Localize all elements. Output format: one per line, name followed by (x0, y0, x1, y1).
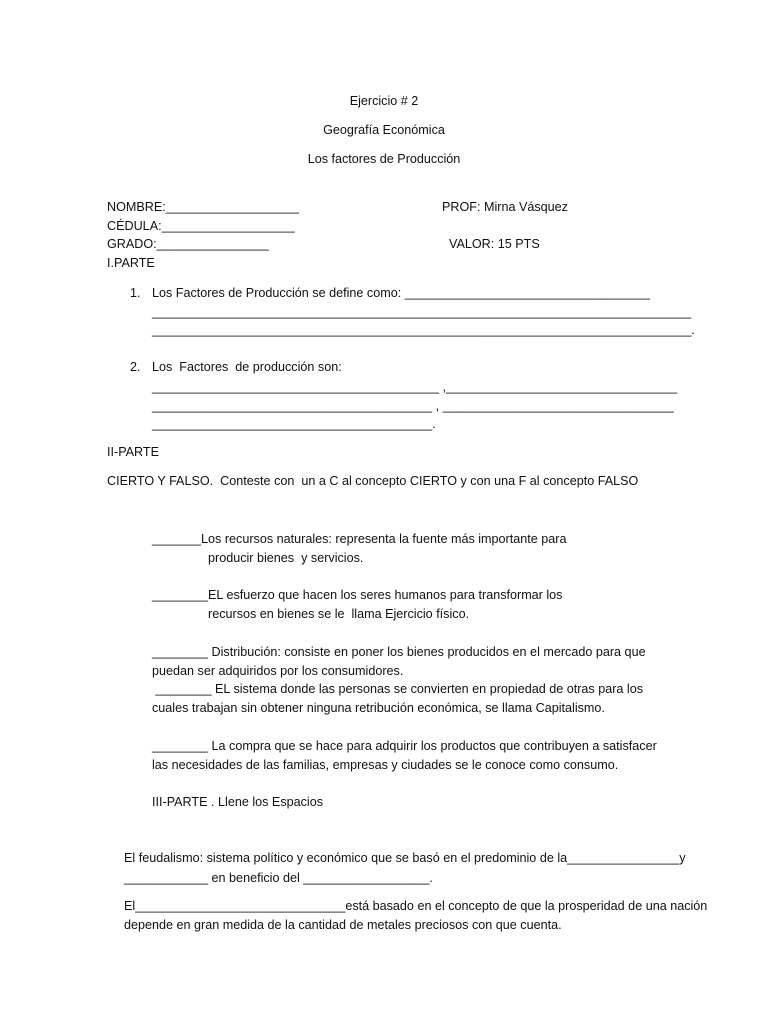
true-false-item-cont: producir bienes y servicios. (208, 551, 364, 565)
fill-blank-paragraph-cont: depende en gran medida de la cantidad de metales preciosos con que cuenta. (124, 918, 562, 932)
q2-answer-line[interactable]: _________________________________________ ,_________________________________ (152, 380, 678, 394)
fill-blank-paragraph[interactable]: El______________________________está basado en el concepto de que la prosperidad de una nación (124, 899, 708, 913)
true-false-item[interactable]: ________EL esfuerzo que hacen los seres humanos para transformar los (152, 588, 563, 602)
true-false-item[interactable]: ________ La compra que se hace para adquirir los productos que contribuyen a satisfacer (152, 739, 657, 753)
part1-title: I.PARTE (107, 256, 155, 270)
true-false-item-cont: puedan ser adquiridos por los consumidores. (152, 664, 404, 678)
grado-field[interactable]: GRADO:________________ (107, 237, 269, 251)
q1-number: 1. (130, 286, 141, 300)
professor-label: PROF: Mirna Vásquez (442, 200, 568, 214)
q2-answer-line[interactable]: ________________________________________. (152, 417, 436, 431)
true-false-item[interactable]: ________ Distribución: consiste en poner los bienes producidos en el mercado para que (152, 645, 646, 659)
subject-title: Geografía Económica (323, 123, 445, 137)
cedula-field[interactable]: CÉDULA:___________________ (107, 219, 295, 233)
true-false-item-cont: las necesidades de las familias, empresas y ciudades se le conoce como consumo. (152, 758, 619, 772)
true-false-item[interactable]: _______Los recursos naturales: representa la fuente más importante para (152, 532, 567, 546)
part3-title: III-PARTE . Llene los Espacios (152, 795, 324, 809)
q1-answer-line[interactable]: _____________________________________________________________________________. (152, 323, 695, 337)
nombre-field[interactable]: NOMBRE:___________________ (107, 200, 299, 214)
q2-answer-line[interactable]: ________________________________________ , _________________________________ (152, 399, 674, 413)
true-false-item[interactable]: ________ EL sistema donde las personas se convierten en propiedad de otras para los (152, 682, 644, 696)
q2-number: 2. (130, 360, 141, 374)
part2-instructions: CIERTO Y FALSO. Conteste con un a C al concepto CIERTO y con una F al concepto FALSO (107, 474, 639, 488)
valor-label: VALOR: 15 PTS (449, 237, 540, 251)
q1-text: Los Factores de Producción se define como: ___________________________________ (152, 286, 650, 300)
part2-title: II-PARTE (107, 445, 160, 459)
q1-answer-line[interactable]: _____________________________________________________________________________ (152, 305, 692, 319)
true-false-item-cont: recursos en bienes se le llama Ejercicio físico. (208, 607, 470, 621)
true-false-item-cont: cuales trabajan sin obtener ninguna retribución económica, se llama Capitalismo. (152, 701, 605, 715)
topic-title: Los factores de Producción (307, 152, 461, 166)
fill-blank-paragraph-cont[interactable]: ____________ en beneficio del __________________. (124, 871, 433, 885)
exercise-title: Ejercicio # 2 (349, 94, 419, 108)
q2-text: Los Factores de producción son: (152, 360, 342, 374)
fill-blank-paragraph[interactable]: El feudalismo: sistema político y económico que se basó en el predominio de la________________y (124, 851, 686, 865)
